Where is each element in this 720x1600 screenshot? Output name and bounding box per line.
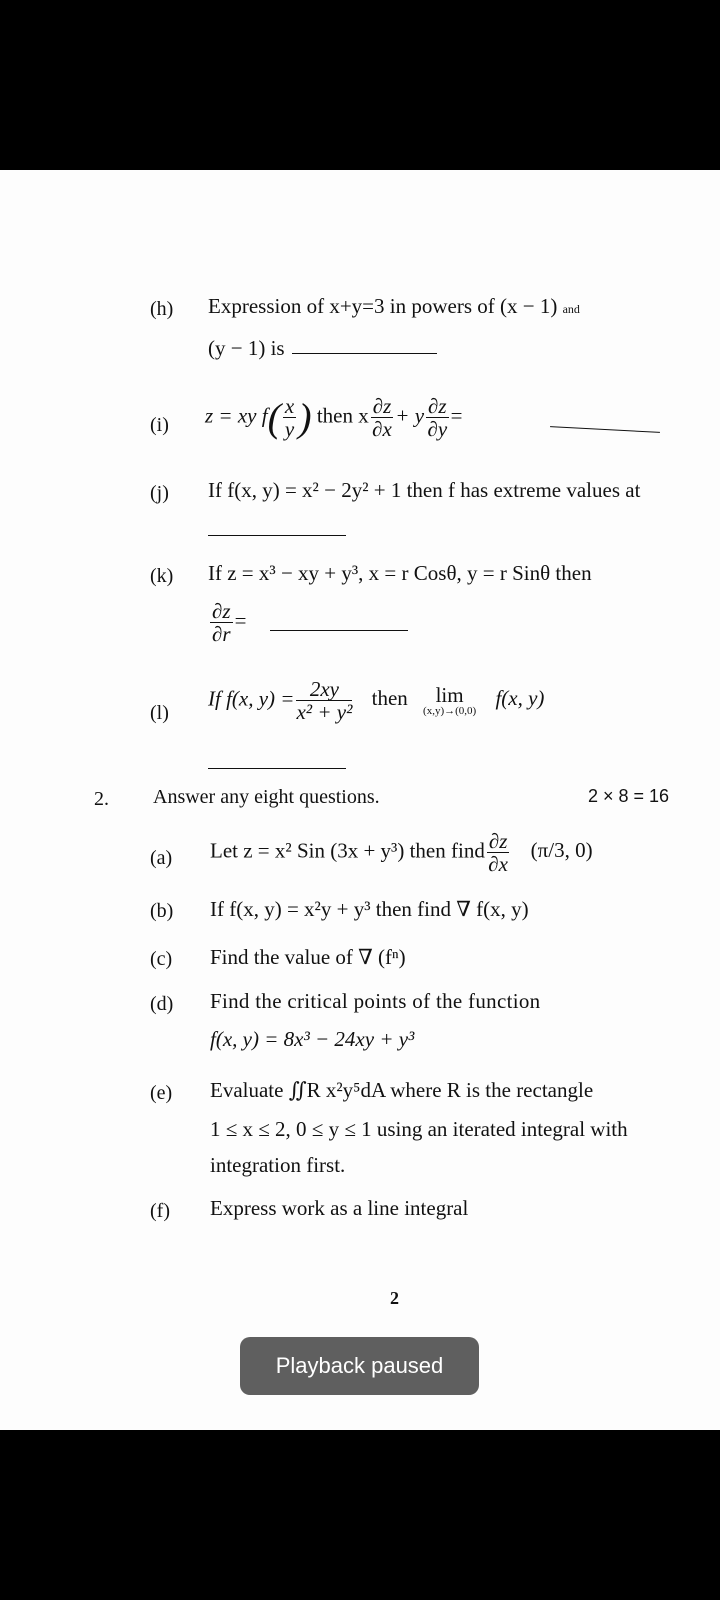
question-k-text: If z = x³ − xy + y³, x = r Cosθ, y = r Sinθ then (208, 561, 592, 585)
question-h-label: (h) (150, 298, 174, 320)
question-k-derivative (208, 600, 246, 645)
question-2e-line2: 1 ≤ x ≤ 2, 0 ≤ y ≤ 1 using an iterated integral with (210, 1117, 628, 1141)
question-j-label: (j) (150, 482, 169, 504)
exam-page (0, 170, 720, 1430)
question-i-then: then x (316, 403, 369, 428)
question-i-partial-x: $\frac{\partial z}{\partial x}$ (372, 393, 392, 441)
question-2-number: 2. (94, 788, 109, 810)
question-i-blank (550, 426, 660, 433)
question-h-cut-word: and (562, 302, 580, 316)
question-i-pre: z = xy f (205, 403, 268, 428)
question-i-label: (i) (150, 414, 169, 436)
question-2f-text: Express work as a line integral (210, 1196, 469, 1220)
question-h-text-2: (y − 1) is (208, 336, 285, 360)
question-2e-label: (e) (150, 1082, 173, 1104)
question-j-blank (208, 535, 346, 536)
question-2d-line1: Find the critical points of the function (210, 989, 541, 1013)
question-2c-text: Find the value of ∇ (fⁿ) (210, 945, 406, 969)
question-i-partial-y: $\frac{\partial z}{\partial y}$ (427, 393, 448, 441)
question-i-plus: + y (395, 403, 425, 428)
question-2-heading: Answer any eight questions. (153, 786, 380, 808)
question-l-limit: lim (x,y)→(0,0) (423, 682, 477, 717)
question-l-text (208, 678, 544, 723)
question-2d-line2: f(x, y) = 8x³ − 24xy + y³ (210, 1027, 415, 1051)
question-2a-point: (π/3, 0) (530, 838, 593, 863)
question-i-expression: z = xy f( $\frac{x}{y}$ ) then x $\frac{\partial z}{\partial x}$ + y $\frac{\partial z}{\partial y}$ = (205, 393, 463, 441)
question-j-text: If f(x, y) = x² − 2y² + 1 then f has extreme values at (208, 478, 641, 502)
question-k-label: (k) (150, 565, 174, 587)
question-2a-label: (a) (150, 847, 173, 869)
question-k-blank (270, 630, 408, 631)
question-2a-partial: $\frac{\partial z}{\partial x}$ (488, 829, 508, 877)
question-2b-label: (b) (150, 900, 174, 922)
question-2f-label: (f) (150, 1200, 170, 1222)
question-2-marks: 2 × 8 = 16 (588, 786, 670, 806)
question-2a-pre: Let z = x² Sin (3x + y³) then find (210, 838, 485, 863)
question-2a-text (210, 830, 593, 875)
question-2e-line1: Evaluate ∬R x²y⁵dA where R is the rectangle (210, 1078, 594, 1102)
question-l-label: (l) (150, 702, 169, 724)
question-l-blank (208, 768, 346, 769)
question-l-post: f(x, y) (495, 686, 545, 711)
question-h-blank (292, 353, 437, 354)
page-number: 2 (390, 1288, 399, 1308)
playback-paused-toast: Playback paused (240, 1337, 479, 1395)
question-i-arg-frac: $\frac{x}{y}$ (284, 393, 295, 441)
question-i-equals: = (450, 403, 463, 428)
question-l-then: then (371, 686, 408, 711)
question-2c-label: (c) (150, 948, 173, 970)
question-2e-line3: integration first. (210, 1153, 346, 1177)
question-l-fraction: $\frac{2xy}{\text{x² + y²}}$ (296, 677, 353, 725)
question-2d-label: (d) (150, 993, 174, 1015)
question-k-equals: = (234, 608, 247, 633)
question-l-pre: If f(x, y) = (208, 686, 295, 711)
question-h-text (208, 294, 580, 319)
question-2b-text: If f(x, y) = x²y + y³ then find ∇ f(x, y) (210, 897, 529, 921)
question-k-partial-r: $\frac{\partial z}{\partial r}$ (212, 599, 231, 647)
question-h-part1: Expression of x+y=3 in powers of (x − 1) (208, 294, 558, 318)
